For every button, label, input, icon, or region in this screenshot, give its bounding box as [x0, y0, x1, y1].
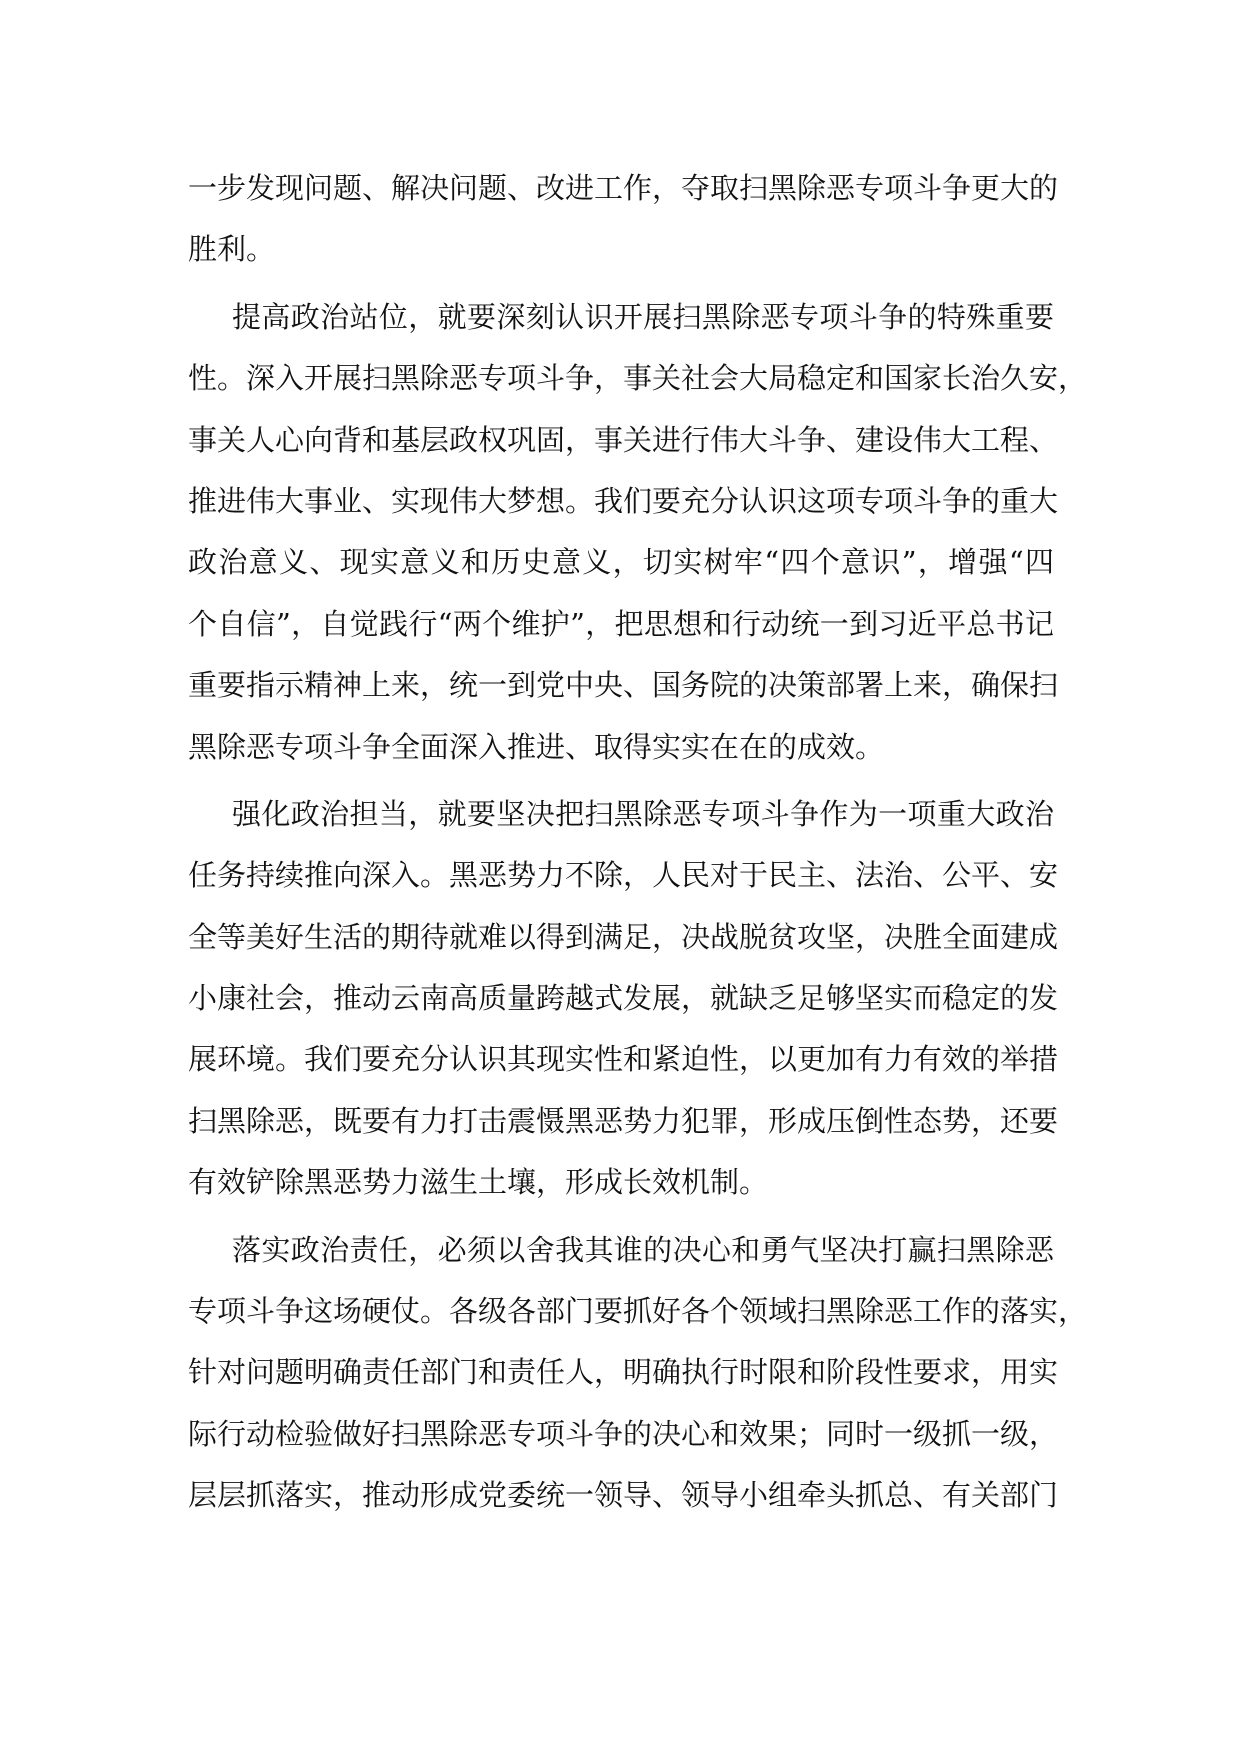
text-line: 际行动检验做好扫黑除恶专项斗争的决心和效果；同时一级抓一级， — [188, 1416, 1059, 1451]
text-line: 扫黑除恶，既要有力打击震慑黑恶势力犯罪，形成压倒性态势，还要 — [188, 1103, 1059, 1138]
paragraph-political-responsibility — [188, 784, 1059, 1214]
text-line: 强化政治担当，就要坚决把扫黑除恶专项斗争作为一项重大政治 — [232, 796, 1054, 831]
text-line: 性。深入开展扫黑除恶专项斗争，事关社会大局稳定和国家长治久安， — [188, 361, 1088, 396]
text-line: 展环境。我们要充分认识其现实性和紧迫性，以更加有力有效的举措 — [188, 1042, 1059, 1077]
text-line: 提高政治站位，就要深刻认识开展扫黑除恶专项斗争的特殊重要 — [232, 299, 1054, 334]
text-line: 任务持续推向深入。黑恶势力不除，人民对于民主、法治、公平、安 — [188, 858, 1059, 893]
text-line: 专项斗争这场硬仗。各级各部门要抓好各个领域扫黑除恶工作的落实， — [188, 1294, 1088, 1329]
text-line: 推进伟大事业、实现伟大梦想。我们要充分认识这项专项斗争的重大 — [188, 483, 1059, 518]
paragraph-political-stance — [188, 287, 1088, 778]
text-line: 小康社会，推动云南高质量跨越式发展，就缺乏足够坚实而稳定的发 — [188, 981, 1059, 1016]
text-line: 个自信”，自觉践行“两个维护”，把思想和行动统一到习近平总书记 — [188, 606, 1054, 641]
text-line: 落实政治责任，必须以舍我其谁的决心和勇气坚决打赢扫黑除恶 — [232, 1232, 1054, 1267]
paragraph-continuation — [188, 158, 1059, 281]
text-line: 政治意义、现实意义和历史意义，切实树牢“四个意识”，增强“四 — [188, 545, 1054, 580]
document-body — [188, 158, 1088, 1527]
text-line: 重要指示精神上来，统一到党中央、国务院的决策部署上来，确保扫 — [188, 668, 1059, 703]
text-line: 全等美好生活的期待就难以得到满足，决战脱贫攻坚，决胜全面建成 — [188, 919, 1059, 954]
text-line: 事关人心向背和基层政权巩固，事关进行伟大斗争、建设伟大工程、 — [188, 422, 1059, 457]
text-line: 针对问题明确责任部门和责任人，明确执行时限和阶段性要求，用实 — [188, 1355, 1059, 1390]
paragraph-implement-responsibility — [188, 1220, 1088, 1527]
text-line: 层层抓落实，推动形成党委统一领导、领导小组牵头抓总、有关部门 — [188, 1478, 1059, 1513]
text-line: 一步发现问题、解决问题、改进工作，夺取扫黑除恶专项斗争更大的 — [188, 171, 1059, 205]
text-line: 有效铲除黑恶势力滋生土壤，形成长效机制。 — [188, 1165, 769, 1200]
text-line: 胜利。 — [188, 232, 276, 267]
text-line: 黑除恶专项斗争全面深入推进、取得实实在在的成效。 — [188, 729, 885, 764]
